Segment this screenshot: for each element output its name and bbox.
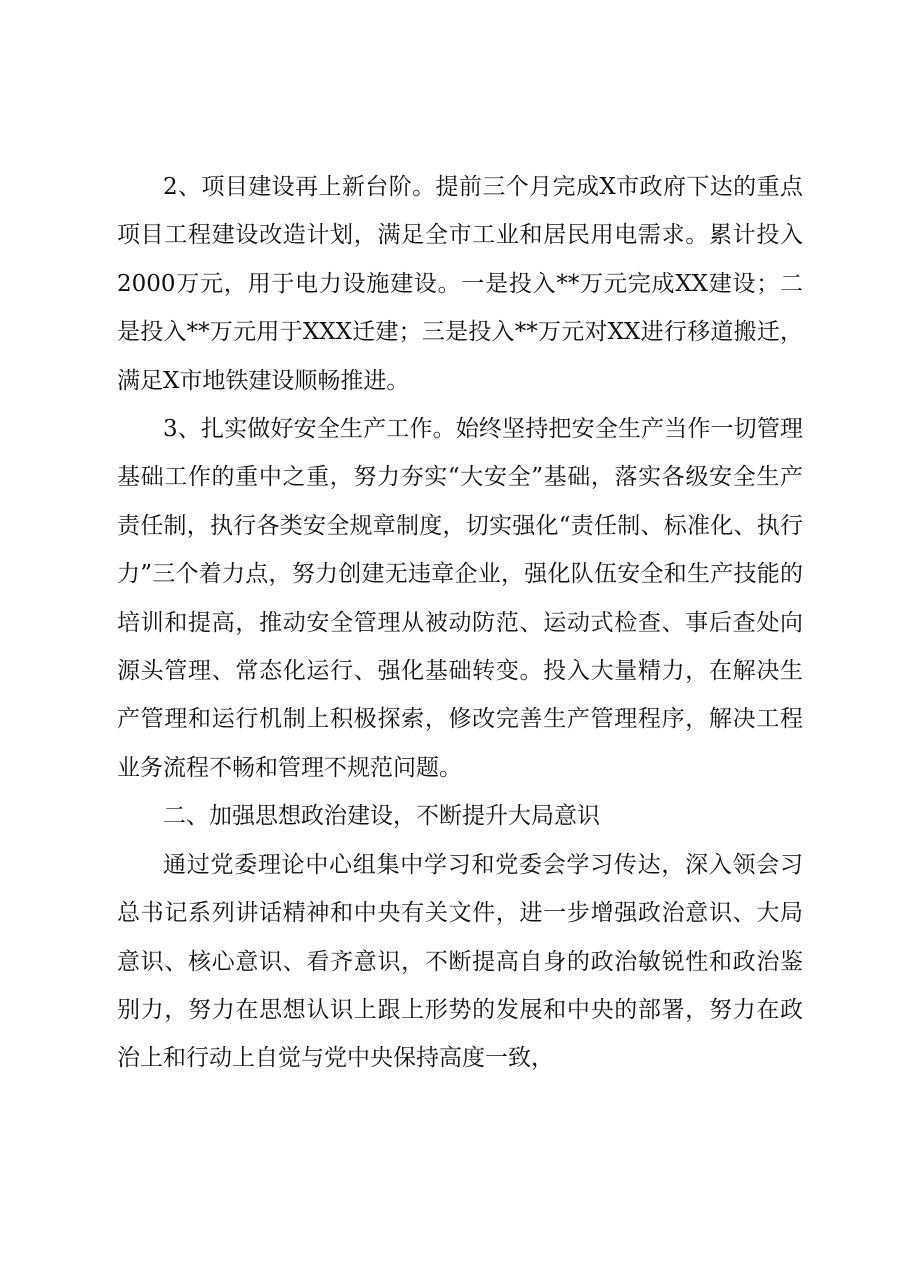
document-body bbox=[117, 163, 803, 1083]
paragraph-safety-production: 3、扎实做好安全生产工作。始终坚持把安全生产当作一切管理基础工作的重中之重，努力夯实“大安全”基础，落实各级安全生产责任制，执行各类安全规章制度，切实强化“责任制、标准化、执行力”三个着力点，努力创建无违章企业，强化队伍安全和生产技能的培训和提高，推动安全管理从被动防范、运动式检查、事后查处向源头管理、常态化运行、强化基础转变。投入大量精力，在解决生产管理和运行机制上积极探索，修改完善生产管理程序，解决工程业务流程不畅和管理不规范问题。 bbox=[117, 416, 803, 781]
section-heading-political-construction: 二、加强思想政治建设，不断提升大局意识 bbox=[163, 803, 600, 830]
paragraph-political-study: 通过党委理论中心组集中学习和党委会学习传达，深入领会习总书记系列讲话精神和中央有关文件，进一步增强政治意识、大局意识、核心意识、看齐意识，不断提高自身的政治敏锐性和政治鉴别力，努力在思想认识上跟上形势的发展和中央的部署，努力在政治上和行动上自觉与党中央保持高度一致， bbox=[117, 851, 803, 1072]
paragraph-project-construction: 2、项目建设再上新台阶。提前三个月完成X市政府下达的重点项目工程建设改造计划，满足全市工业和居民用电需求。累计投入2000万元，用于电力设施建设。一是投入**万元完成XX建设；二是投入**万元用于XXX迁建；三是投入**万元对XX进行移道搬迁，满足X市地铁建设顺畅推进。 bbox=[117, 174, 803, 394]
